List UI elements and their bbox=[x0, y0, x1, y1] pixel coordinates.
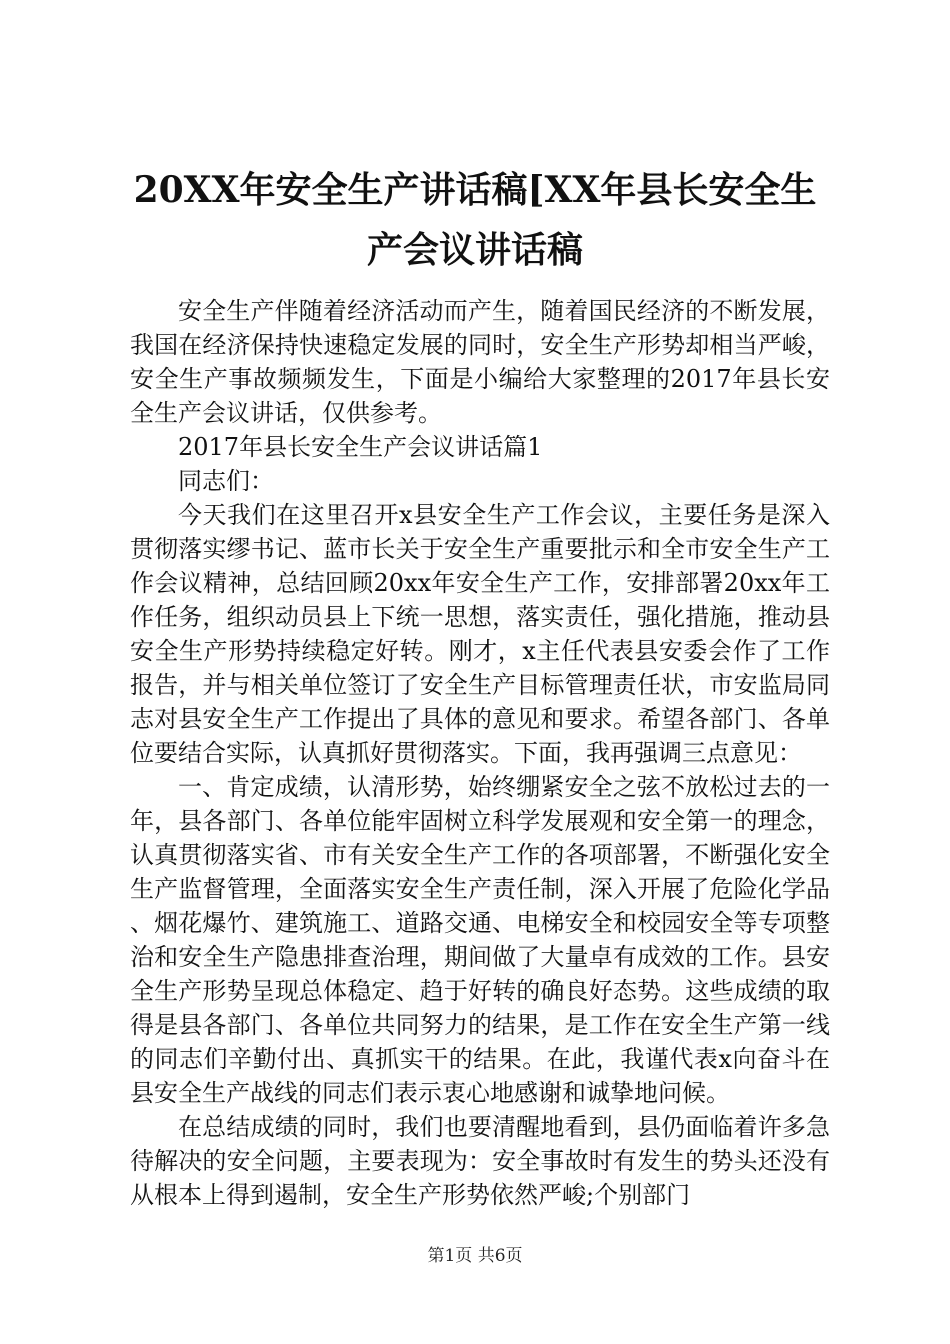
body-paragraph: 一、肯定成绩，认清形势，始终绷紧安全之弦不放松过去的一年，县各部门、各单位能牢固树立科学发展观和安全第一的理念，认真贯彻落实省、市有关安全生产工作的各项部署，不断强化安全生产监督管理，全面落实安全生产责任制，深入开展了危险化学品、烟花爆竹、建筑施工、道路交通、电梯安全和校园安全等专项整治和安全生产隐患排查治理，期间做了大量卓有成效的工作。县安全生产形势呈现总体稳定、趋于好转的确良好态势。这些成绩的取得是县各部门、各单位共同努力的结果，是工作在安全生产第一线的同志们辛勤付出、真抓实干的结果。在此，我谨代表x向奋斗在县安全生产战线的同志们表示衷心地感谢和诚挚地问候。 bbox=[130, 773, 830, 1107]
body-paragraph: 在总结成绩的同时，我们也要清醒地看到，县仍面临着许多急待解决的安全问题，主要表现为：安全事故时有发生的势头还没有从根本上得到遏制，安全生产形势依然严峻;个别部门 bbox=[130, 1113, 830, 1209]
page-number-footer: 第1页 共6页 bbox=[427, 1246, 523, 1266]
body-paragraph: 今天我们在这里召开x县安全生产工作会议，主要任务是深入贯彻落实缪书记、蓝市长关于安全生产重要批示和全市安全生产工作会议精神，总结回顾20xx年安全生产工作，安排部署20xx年工作任务，组织动员县上下统一思想，落实责任，强化措施，推动县安全生产形势持续稳定好转。刚才，x主任代表县安委会作了工作报告，并与相关单位签订了安全生产目标管理责任状，市安监局同志对县安全生产工作提出了具体的意见和要求。希望各部门、各单位要结合实际，认真抓好贯彻落实。下面，我再强调三点意见： bbox=[130, 501, 830, 767]
intro-paragraph: 安全生产伴随着经济活动而产生，随着国民经济的不断发展，我国在经济保持快速稳定发展的同时，安全生产形势却相当严峻，安全生产事故频频发生，下面是小编给大家整理的2017年县长安全生产会议讲话，仅供参考。 bbox=[130, 297, 830, 427]
document-title: 20XX年安全生产讲话稿[XX年县长安全生产会议讲话稿 bbox=[133, 169, 817, 271]
document-body bbox=[130, 294, 830, 1212]
salutation: 同志们： bbox=[178, 467, 274, 495]
section-heading: 2017年县长安全生产会议讲话篇1 bbox=[178, 433, 543, 461]
